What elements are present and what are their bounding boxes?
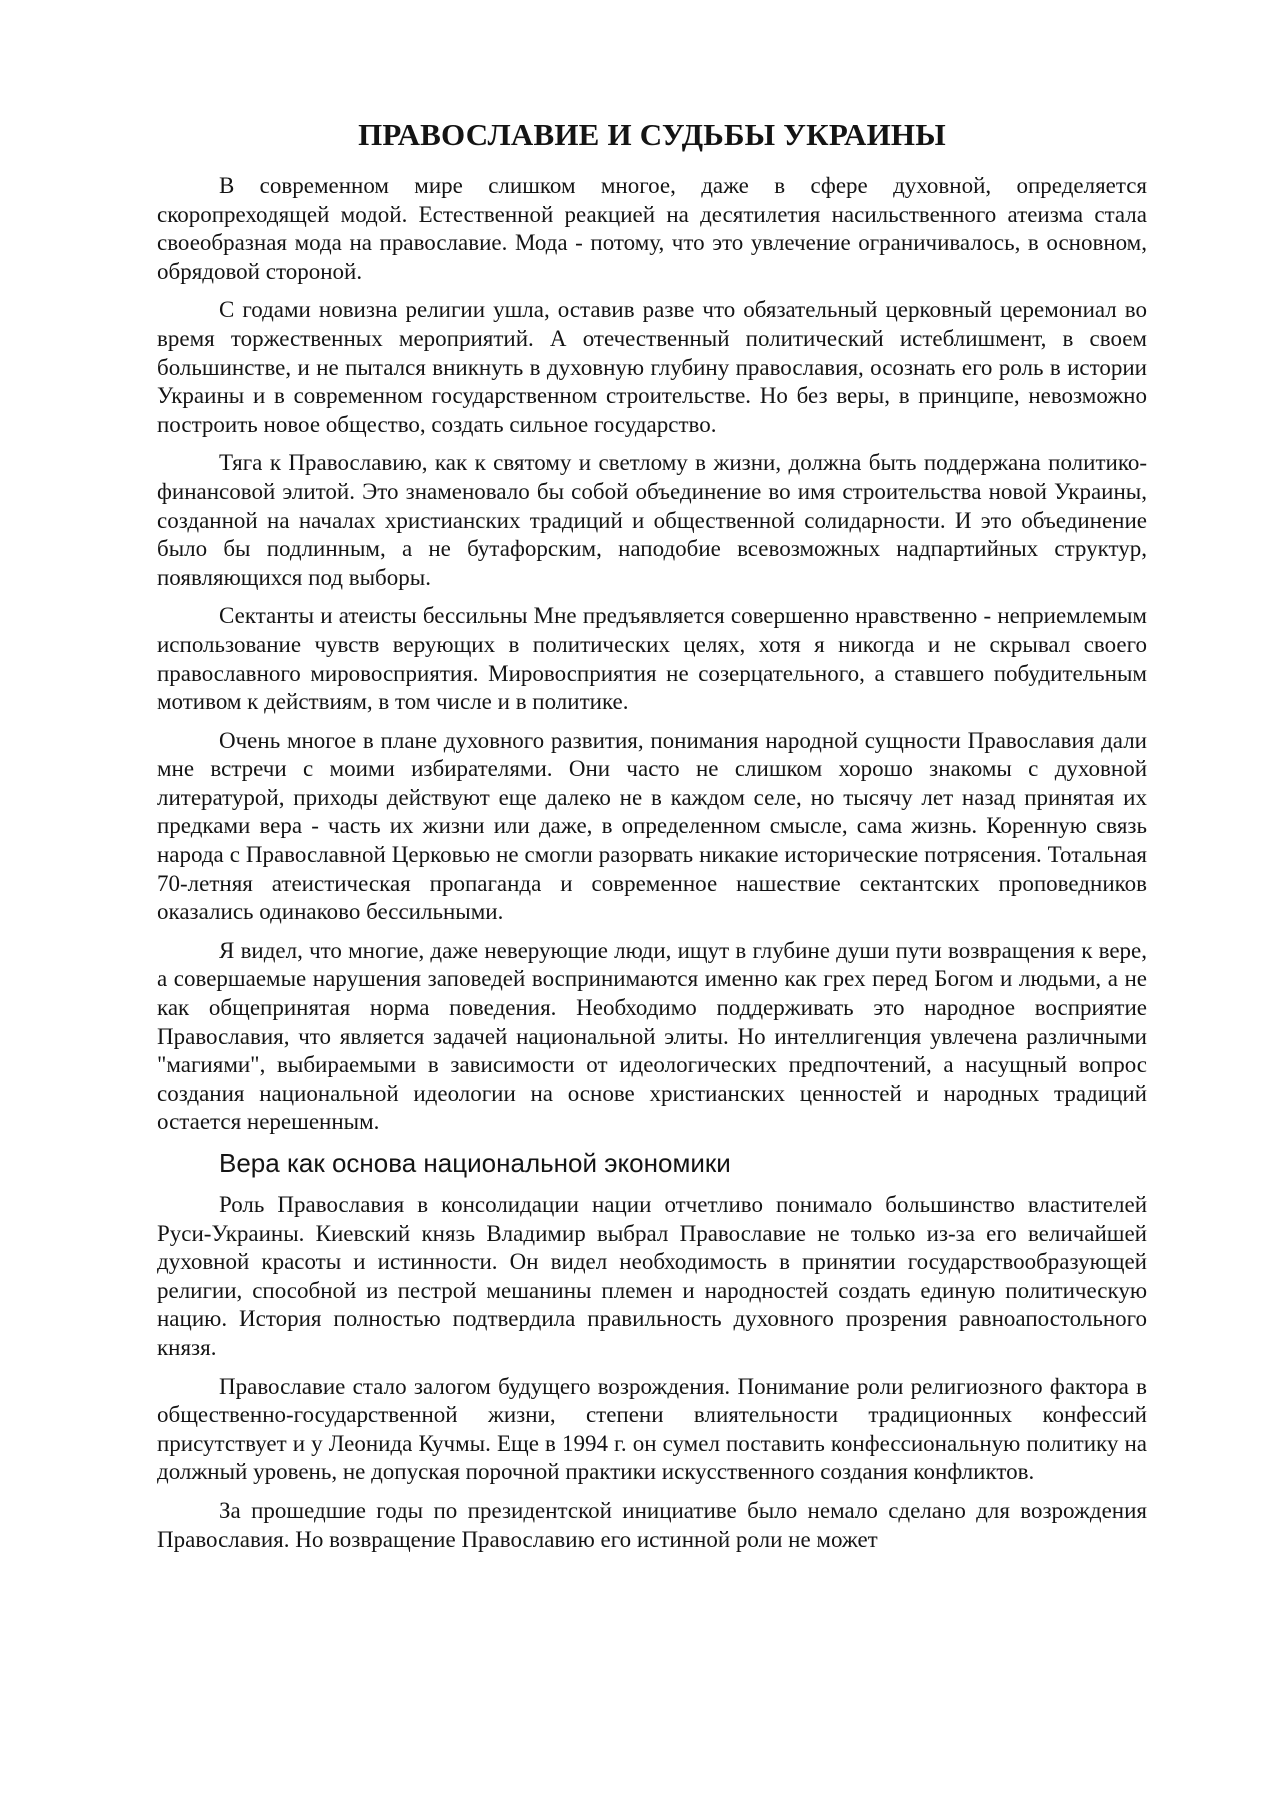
paragraph: С годами новизна религии ушла, оставив разве что обязательный церковный церемониал во время торжественных мероприятий. А отечественный политический истеблишмент, в своем большинстве, и не пытался вникнуть в духовную глубину православия, осознать его роль в истории Украины и в современном государственном строительстве. Но без веры, в принципе, невозможно построить новое общество, создать сильное государство. [157,297,1147,437]
document-page [157,117,1147,1564]
paragraph: Я видел, что многие, даже неверующие люди, ищут в глубине души пути возвращения к вере, а совершаемые нарушения заповедей воспринимаются именно как грех перед Богом и людьми, а не как общепринятая норма поведения. Необходимо поддерживать это народное восприятие Православия, что является задачей национальной элиты. Но интеллигенция увлечена различными "магиями", выбираемыми в зависимости от идеологических предпочтений, а насущный вопрос создания национальной идеологии на основе христианских ценностей и народных традиций остается нерешенным. [157,937,1147,1135]
paragraph: В современном мире слишком многое, даже в сфере духовной, определяется скоропреходящей модой. Естественной реакцией на десятилетия насильственного атеизма стала своеобразная мода на православие. Мода - потому, что это увлечение ограничивалось, в основном, обрядовой стороной. [157,173,1147,284]
paragraph: Тяга к Православию, как к святому и светлому в жизни, должна быть поддержана политико-финансовой элитой. Это знаменовало бы собой объединение во имя строительства новой Украины, созданной на началах христианских традиций и общественной солидарности. И это объединение было бы подлинным, а не бутафорским, наподобие всевозможных надпартийных структур, появляющихся под выборы. [157,450,1147,590]
paragraph: Сектанты и атеисты бессильны Мне предъявляется совершенно нравственно - неприемлемым использование чувств верующих в политических целях, хотя я никогда и не скрывал своего православного мировосприятия. Мировосприятия не созерцательного, а ставшего побудительным мотивом к действиям, в том числе и в политике. [157,603,1147,715]
section-heading: Вера как основа национальной экономики [219,1148,731,1178]
paragraph: Очень многое в плане духовного развития, понимания народной сущности Православия дали мне встречи с моими избирателями. Они часто не слишком хорошо знакомы с духовной литературой, приходы действуют еще далеко не в каждом селе, но тысячу лет назад принятая их предками вера - часть их жизни или даже, в определенном смысле, сама жизнь. Коренную связь народа с Православной Церковью не смогли разорвать никакие исторические потрясения. Тотальная 70-летняя атеистическая пропаганда и современное нашествие сектантских проповедников оказались одинаково бессильными. [157,727,1147,925]
paragraph: За прошедшие годы по президентской инициативе было немало сделано для возрождения Православия. Но возвращение Православию его истинной роли не может [157,1497,1147,1552]
paragraph: Роль Православия в консолидации нации отчетливо понимало большинство властителей Руси-Украины. Киевский князь Владимир выбрал Православие не только из-за его величайшей духовной красоты и истинности. Он видел необходимость в принятии государствообразующей религии, способной из пестрой мешанины племен и народностей создать единую политическую нацию. История полностью подтвердила правильность духовного прозрения равноапостольного князя. [157,1192,1147,1360]
document-title: ПРАВОСЛАВИЕ И СУДЬБЫ УКРАИНЫ [358,117,946,152]
paragraph: Православие стало залогом будущего возрождения. Понимание роли религиозного фактора в общественно-государственной жизни, степени влиятельности традиционных конфессий присутствует и у Леонида Кучмы. Еще в 1994 г. он сумел поставить конфессиональную политику на должный уровень, не допуская порочной практики искусственного создания конфликтов. [157,1373,1147,1485]
